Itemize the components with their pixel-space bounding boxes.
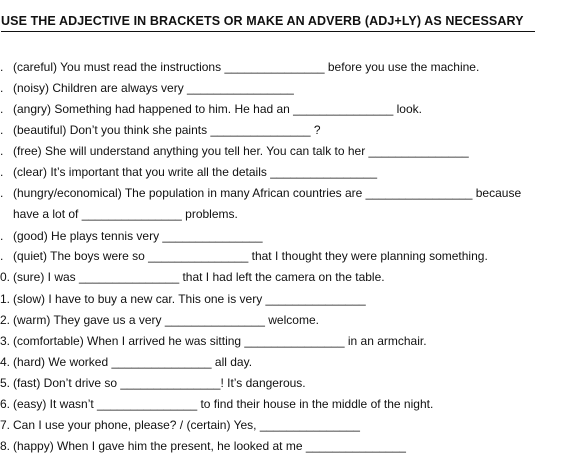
line-number: .	[0, 144, 4, 158]
line-number: 8.	[0, 439, 11, 453]
line-number: .	[0, 102, 4, 116]
exercise-sentence: (sure) I was _______________ that I had left the camera on the table.	[13, 270, 385, 284]
exercise-sentence: have a lot of _______________ problems.	[13, 207, 238, 221]
line-number: 3.	[0, 334, 11, 348]
exercise-sentence: (slow) I have to buy a new car. This one is very _______________	[13, 292, 366, 306]
line-number: 2.	[0, 313, 11, 327]
worksheet-title: USE THE ADJECTIVE IN BRACKETS OR MAKE AN ADVERB (ADJ+LY) AS NECESSARY	[1, 14, 524, 28]
line-number: .	[0, 249, 4, 263]
exercise-sentence: (fast) Don’t drive so _______________! It’s dangerous.	[13, 376, 306, 390]
line-number: 7.	[0, 418, 11, 432]
exercise-sentence: (clear) It’s important that you write all the details ________________	[13, 165, 378, 179]
line-number: .	[0, 60, 4, 74]
exercise-sentence: (hard) We worked _______________ all day.	[13, 355, 253, 369]
exercise-sentence: (free) She will understand anything you tell her. You can talk to her _______________	[13, 144, 469, 158]
line-number: 6.	[0, 397, 11, 411]
exercise-sentence: (angry) Something had happened to him. He had an _______________ look.	[13, 102, 422, 116]
exercise-sentence: (noisy) Children are always very ________________	[13, 81, 294, 95]
line-number: 4.	[0, 355, 11, 369]
exercise-sentence: (easy) It wasn’t _______________ to find their house in the middle of the night.	[13, 397, 434, 411]
title-underline	[1, 31, 535, 32]
exercise-sentence: (comfortable) When I arrived he was sitting _______________ in an armchair.	[13, 334, 427, 348]
exercise-sentence: (beautiful) Don’t you think she paints _______________ ?	[13, 123, 321, 137]
line-number: .	[0, 123, 4, 137]
line-number: 1.	[0, 292, 11, 306]
line-number: .	[0, 81, 4, 95]
exercise-sentence: (happy) When I gave him the present, he looked at me _______________	[13, 439, 406, 453]
line-number: .	[0, 229, 4, 243]
line-number: .	[0, 186, 4, 200]
exercise-sentence: (hungry/economical) The population in many African countries are ________________ because	[13, 186, 522, 200]
exercise-sentence: (careful) You must read the instructions _______________ before you use the machine.	[13, 60, 480, 74]
exercise-sentence: (warm) They gave us a very _______________ welcome.	[13, 313, 319, 327]
exercise-sentence: (good) He plays tennis very _______________	[13, 229, 263, 243]
exercise-sentence: (quiet) The boys were so _______________ that I thought they were planning something.	[13, 249, 488, 263]
exercise-sentence: Can I use your phone, please? / (certain) Yes, _______________	[13, 418, 360, 432]
line-number: 5.	[0, 376, 11, 390]
line-number: 0.	[0, 270, 11, 284]
line-number: .	[0, 165, 4, 179]
